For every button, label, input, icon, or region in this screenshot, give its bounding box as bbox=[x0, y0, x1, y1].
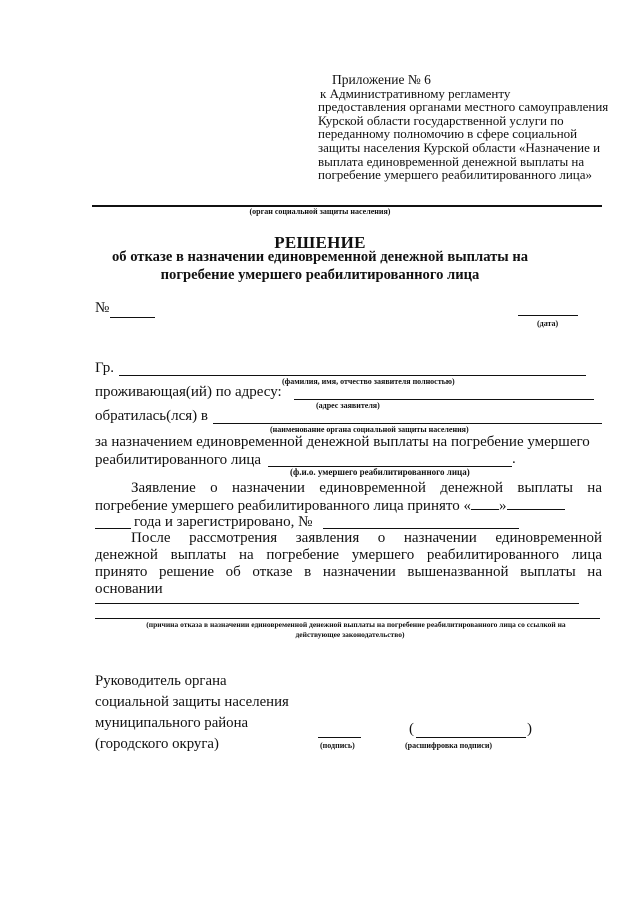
appendix-line: Курской области государственной услуги по bbox=[318, 112, 564, 128]
paragraph2-line2: денежной выплаты на погребение умершего реабилитированного лица bbox=[95, 547, 602, 563]
signatory-line: Руководитель органа bbox=[95, 673, 227, 689]
subtitle-line-1: об отказе в назначении единовременной денежной выплаты на bbox=[111, 249, 529, 265]
number-field[interactable] bbox=[110, 317, 155, 318]
paragraph1-line1: Заявление о назначении единовременной денежной выплаты на bbox=[131, 480, 602, 496]
appendix-line: переданному полномочию в сфере социальной bbox=[318, 126, 578, 142]
date-field[interactable] bbox=[518, 315, 578, 316]
signatory-line: (городского округа) bbox=[95, 736, 219, 752]
applied-label: обратилась(лся) в bbox=[95, 408, 208, 424]
appendix-title: Приложение № 6 bbox=[332, 72, 431, 87]
reason-field-line1[interactable] bbox=[95, 603, 579, 604]
reason-caption-line2: действующее законодательство) bbox=[295, 630, 405, 639]
signatory-position bbox=[95, 671, 289, 755]
subtitle-line-2: погребение умершего реабилитированного лица bbox=[160, 267, 480, 283]
citizen-name-field[interactable] bbox=[119, 375, 586, 376]
number-label: № bbox=[95, 300, 110, 316]
appendix-note bbox=[318, 73, 608, 182]
citizen-name-caption: (фамилия, имя, отчество заявителя полностью) bbox=[282, 377, 455, 386]
paragraph1-line3: года и зарегистрировано, № bbox=[134, 514, 313, 530]
document-title: РЕШЕНИЕ bbox=[274, 233, 366, 252]
appendix-line: защиты населения Курской области «Назначение и bbox=[318, 139, 601, 155]
appendix-line: выплата единовременной денежной выплаты на bbox=[318, 153, 585, 169]
signature-decoding-caption: (расшифровка подписи) bbox=[405, 741, 493, 750]
reason-caption-line1: (причина отказа в назначении единовременной денежной выплаты на погребение реабилитированного лица со ссылкой на bbox=[146, 620, 566, 629]
document-subtitle bbox=[0, 248, 640, 284]
appendix-line: предоставления органами местного самоуправления bbox=[318, 99, 609, 115]
paragraph2-line4: основании bbox=[95, 581, 163, 597]
paragraph1-line2: погребение умершего реабилитированного лица принято « » bbox=[95, 497, 565, 515]
signature-field[interactable] bbox=[318, 737, 361, 738]
month-field[interactable] bbox=[507, 497, 565, 510]
purpose-line-2: реабилитированного лица bbox=[95, 452, 262, 468]
date-caption: (дата) bbox=[537, 319, 559, 328]
signature-caption: (подпись) bbox=[320, 741, 355, 750]
address-field[interactable] bbox=[294, 399, 594, 400]
purpose-line-1: за назначением единовременной денежной выплаты на погребение умершего bbox=[95, 434, 590, 450]
applied-org-field[interactable] bbox=[213, 423, 602, 424]
signature-decoding-field[interactable] bbox=[416, 737, 526, 738]
reason-field-line2[interactable] bbox=[95, 618, 600, 619]
org-caption: (орган социальной защиты населения) bbox=[249, 207, 391, 216]
applied-org-caption: (наименование органа социальной защиты населения) bbox=[270, 425, 469, 434]
address-label: проживающая(ий) по адресу: bbox=[95, 384, 282, 400]
appendix-line: погребение умершего реабилитированного лица» bbox=[318, 167, 593, 183]
registration-number-field[interactable] bbox=[323, 528, 519, 529]
appendix-line: к Административному регламенту bbox=[320, 85, 511, 101]
citizen-label: Гр. bbox=[95, 360, 114, 376]
signatory-line: социальной защиты населения bbox=[95, 694, 289, 710]
address-caption: (адрес заявителя) bbox=[316, 401, 380, 410]
paragraph2-line1: После рассмотрения заявления о назначении единовременной bbox=[131, 530, 602, 546]
paragraph2-line3: принято решение об отказе в назначении вышеназванной выплаты на bbox=[95, 564, 602, 580]
signatory-line: муниципального района bbox=[95, 715, 249, 731]
year-field[interactable] bbox=[95, 528, 131, 529]
deceased-caption: (ф.и.о. умершего реабилитированного лица) bbox=[290, 467, 470, 477]
day-field[interactable] bbox=[471, 497, 499, 510]
